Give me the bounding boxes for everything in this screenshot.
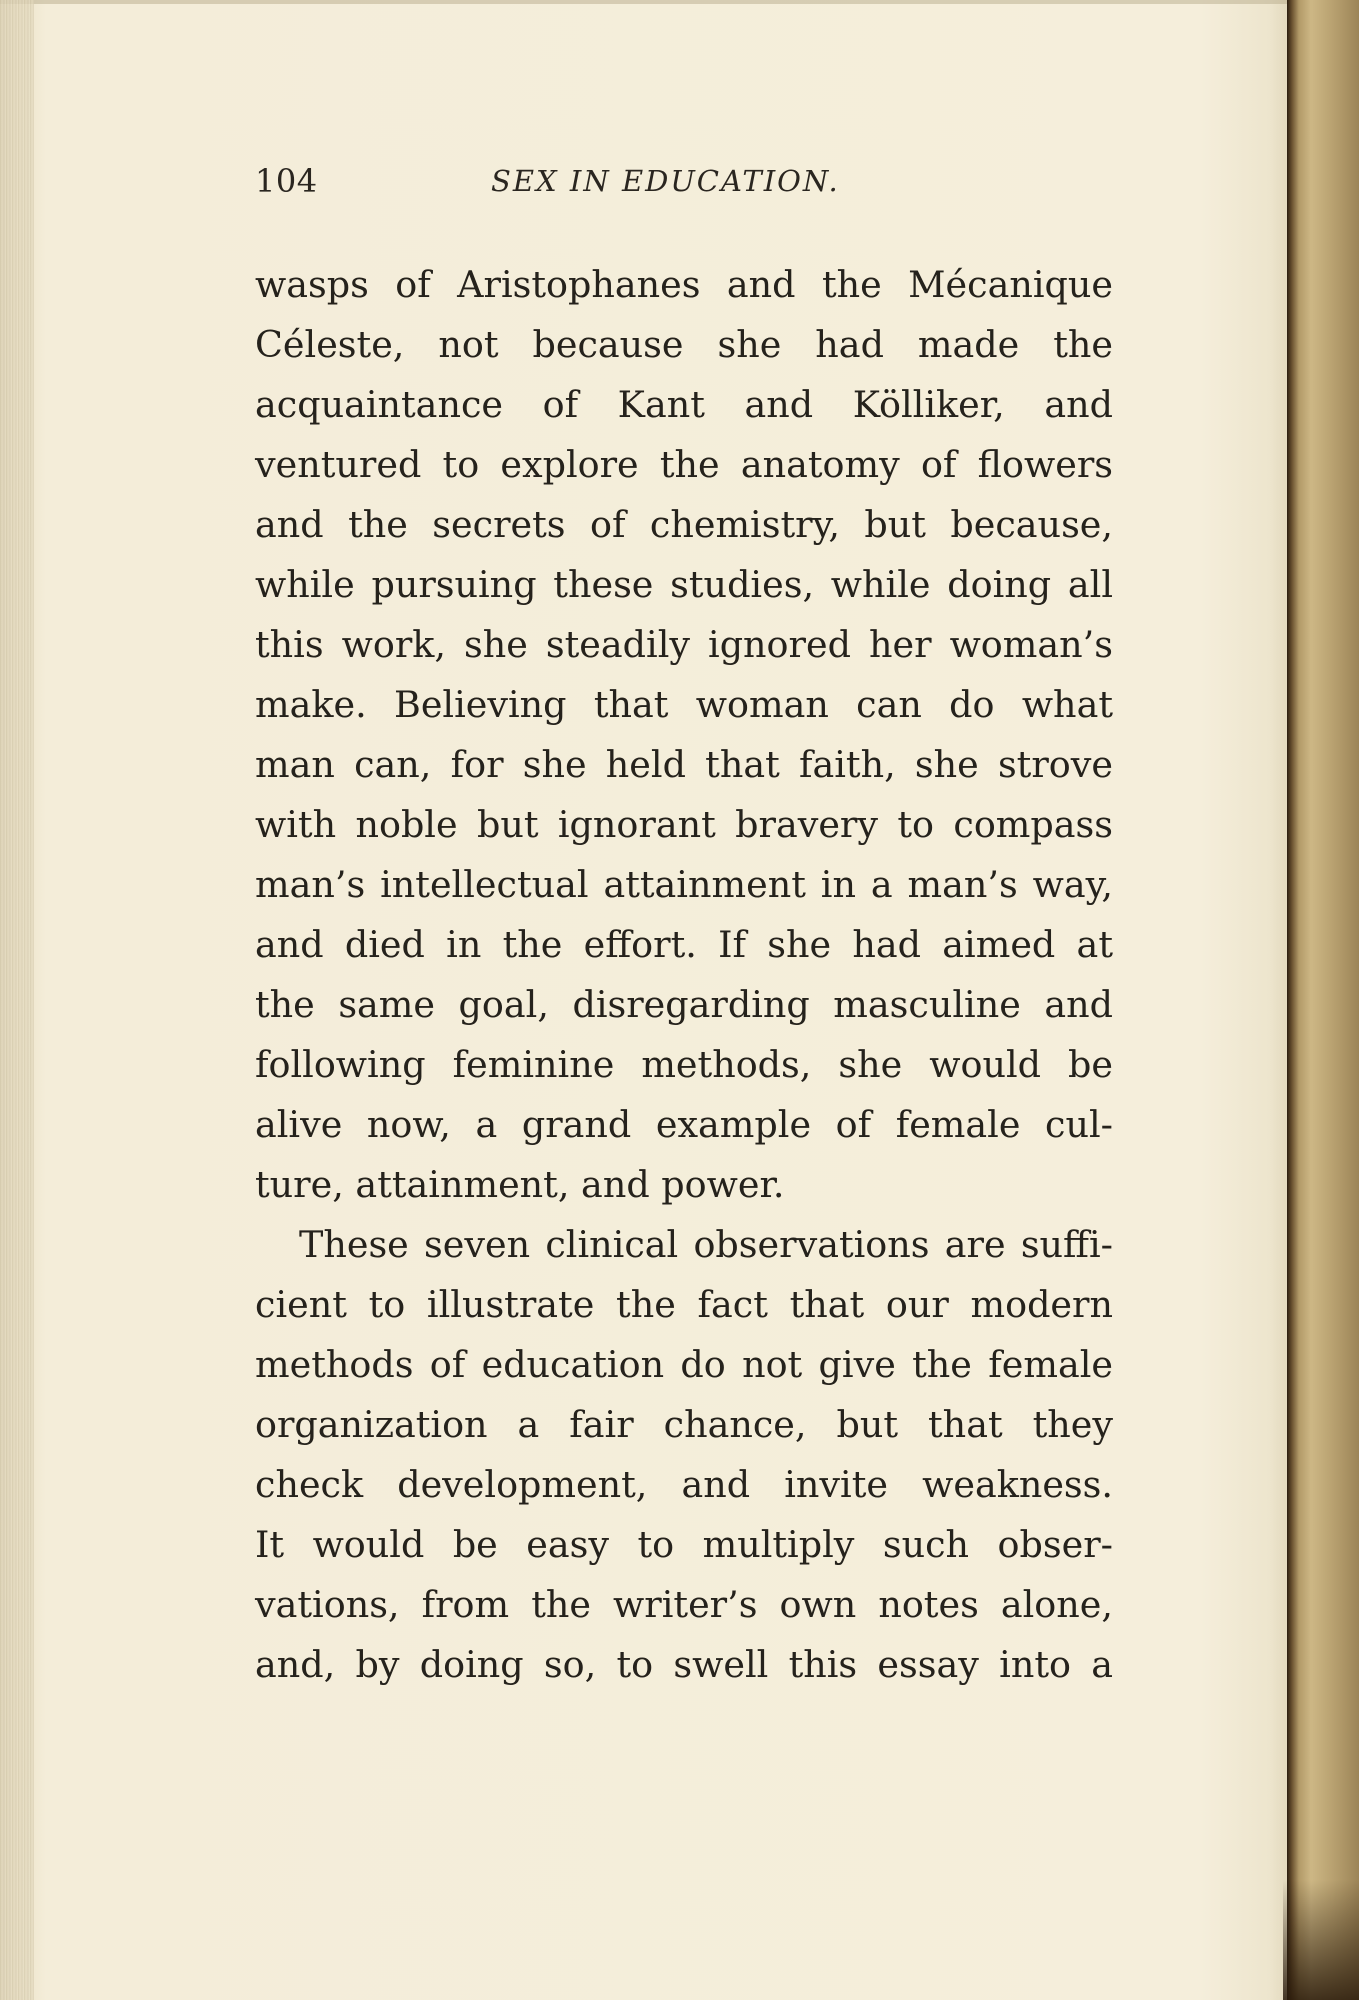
binding-shadow: [1283, 1880, 1359, 2000]
page-header: [255, 162, 1113, 208]
text-line: check development, and invite weakness.: [255, 1463, 1113, 1506]
text-line: acquaintance of Kant and Kölliker, and: [255, 383, 1113, 426]
text-line: with noble but ignorant bravery to compass: [255, 803, 1113, 846]
text-line: man can, for she held that faith, she strove: [255, 743, 1113, 786]
text-line: organization a fair chance, but that they: [255, 1403, 1113, 1446]
text-line: wasps of Aristophanes and the Mécanique: [255, 263, 1113, 306]
text-line: alive now, a grand example of female cul-: [255, 1103, 1113, 1146]
text-line: methods of education do not give the female: [255, 1343, 1113, 1386]
text-line: make. Believing that woman can do what: [255, 683, 1113, 726]
text-line: this work, she steadily ignored her woman’s: [255, 623, 1113, 666]
text-line: These seven clinical observations are suffi-: [299, 1223, 1113, 1266]
text-line: and, by doing so, to swell this essay into a: [255, 1643, 1113, 1686]
page-top-edge: [0, 0, 1290, 4]
text-line: and the secrets of chemistry, but because,: [255, 503, 1113, 546]
page-number: 104: [255, 162, 318, 200]
text-line: It would be easy to multiply such obser-: [255, 1523, 1113, 1566]
text-line: man’s intellectual attainment in a man’s way,: [255, 863, 1113, 906]
text-line: and died in the effort. If she had aimed at: [255, 923, 1113, 966]
body-text: [255, 255, 1113, 1695]
text-line: ventured to explore the anatomy of flowers: [255, 443, 1113, 486]
text-line: following feminine methods, she would be: [255, 1043, 1113, 1086]
paragraph-2: [255, 1215, 1113, 1695]
text-line: vations, from the writer’s own notes alone,: [255, 1583, 1113, 1626]
text-line: the same goal, disregarding masculine and: [255, 983, 1113, 1026]
running-head: SEX IN EDUCATION.: [491, 164, 840, 198]
text-line: while pursuing these studies, while doing all: [255, 563, 1113, 606]
page-edges-left: [0, 0, 34, 2000]
text-line: cient to illustrate the fact that our modern: [255, 1283, 1113, 1326]
text-line: ture, attainment, and power.: [255, 1163, 785, 1206]
book-binding: [1287, 0, 1359, 2000]
paragraph-1: [255, 255, 1113, 1215]
text-line: Céleste, not because she had made the: [255, 323, 1113, 366]
